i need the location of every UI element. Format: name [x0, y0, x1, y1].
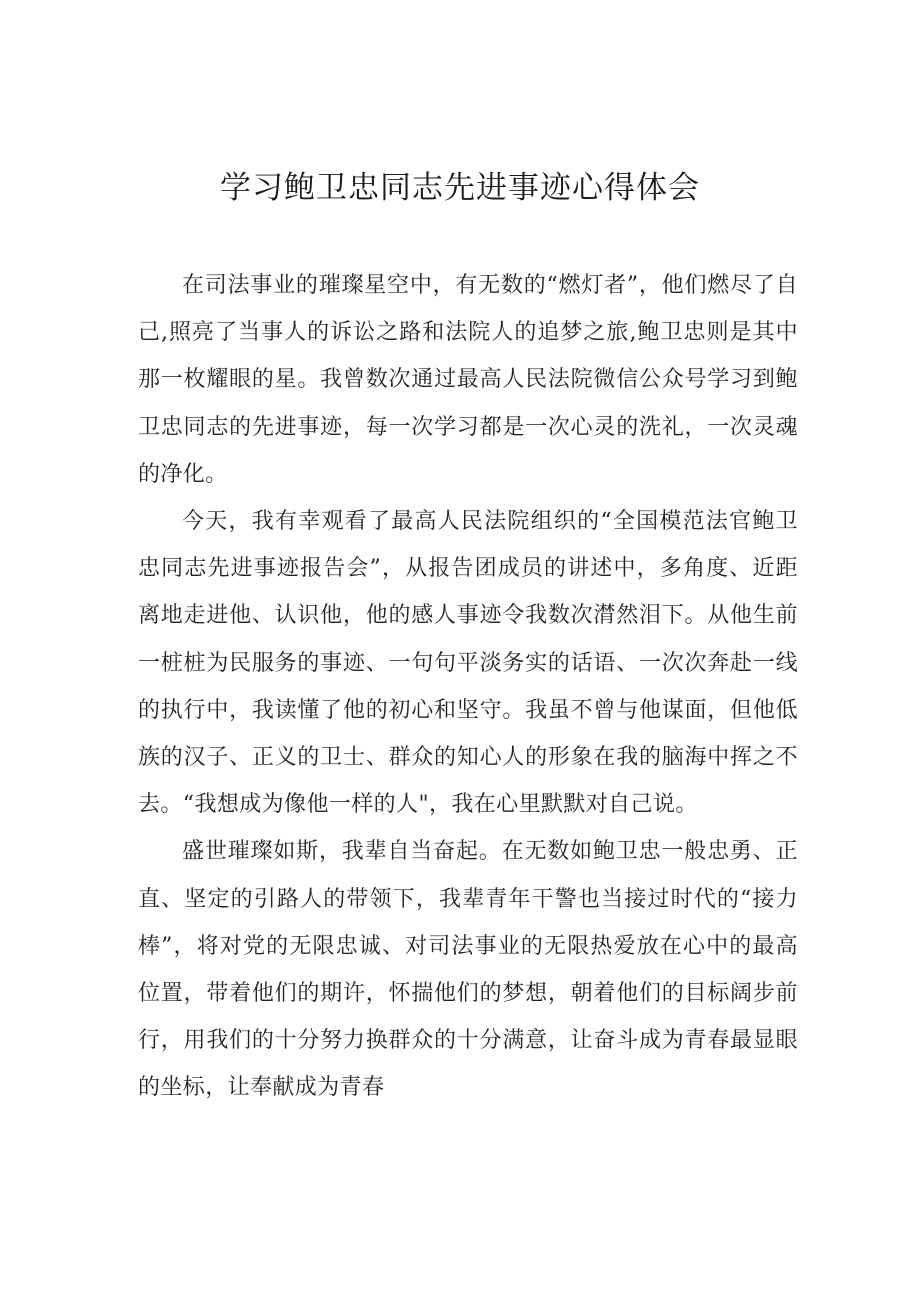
paragraph-2: 今天，我有幸观看了最高人民法院组织的“全国模范法官鲍卫忠同志先进事迹报告会”，从报告团成员的讲述中，多角度、近距离地走进他、认识他，他的感人事迹令我数次潸然泪下。从他生前一桩桩为民服务的事迹、一句句平淡务实的话语、一次次奔赴一线的执行中，我读懂了他的初心和坚守。我虽不曾与他谋面，但他低族的汉子、正义的卫士、群众的知心人的形象在我的脑海中挥之不去。“我想成为像他一样的人"，我在心里默默对自己说。 — [138, 509, 798, 818]
document-title: 学习鲍卫忠同志先进事迹心得体会 — [220, 170, 700, 206]
document-body — [138, 262, 798, 1112]
paragraph-3: 盛世璀璨如斯，我辈自当奋起。在无数如鲍卫忠一般忠勇、正直、坚定的引路人的带领下，我辈青年干警也当接过时代的“接力棒”，将对党的无限忠诚、对司法事业的无限热爱放在心中的最高位置，带着他们的期许，怀揣他们的梦想，朝着他们的目标阔步前行，用我们的十分努力换群众的十分满意，让奋斗成为青春最显眼的坐标，让奉献成为青春 — [138, 839, 798, 1101]
paragraph-1: 在司法事业的璀璨星空中，有无数的“燃灯者”，他们燃尽了自己,照亮了当事人的诉讼之路和法院人的追梦之旅,鲍卫忠则是其中那一枚耀眼的星。我曾数次通过最高人民法院微信公众号学习到鲍卫忠同志的先进事迹，每一次学习都是一次心灵的洗礼，一次灵魂的净化。 — [138, 273, 798, 487]
